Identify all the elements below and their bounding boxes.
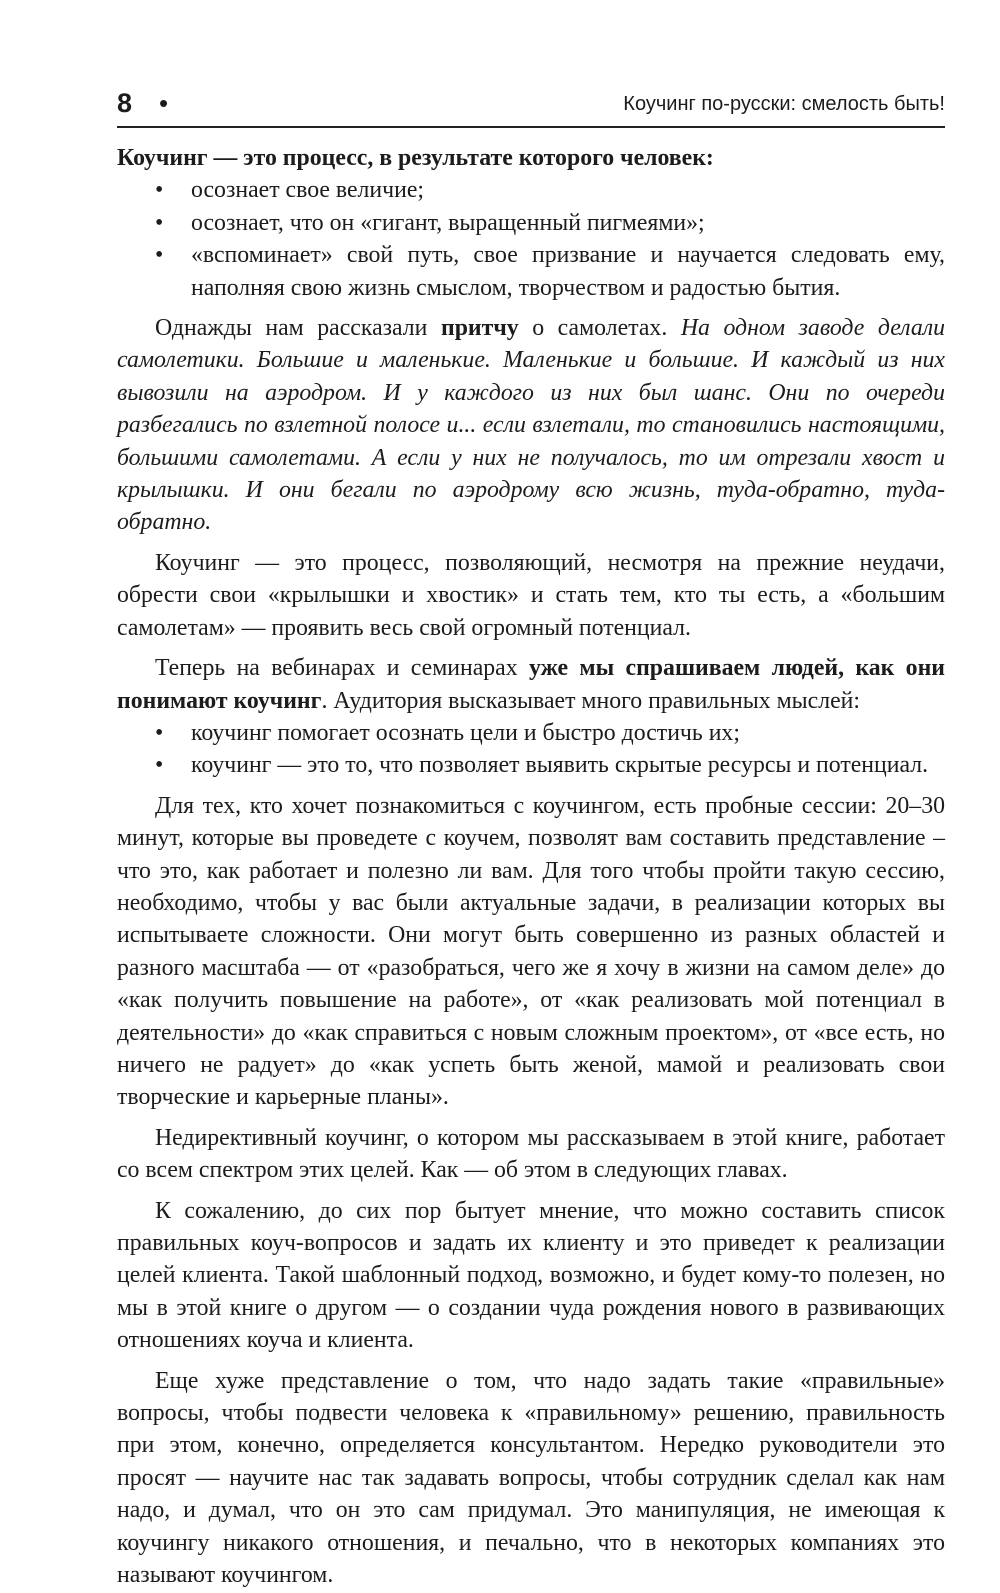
intro-list xyxy=(117,174,945,304)
webinars-paragraph: Теперь на вебинарах и семинарах уже мы спрашиваем людей, как они понимают коучинг. Аудитория высказывает много правильных мыслей: xyxy=(117,655,945,714)
paragraph-manipulation: Еще хуже представление о том, что надо задать такие «правильные» вопросы, чтобы подвести человека к «правильному» решению, правильность при этом, конечно, определяется консультантом. Нередко руководители это просят — научите нас так задавать вопросы, чтобы сотрудник сделал как нам надо, и думал, что он это сам придумал. Это манипуляция, не имеющая к коучингу никакого отношения, и печально, что в некоторых компаниях это называют коучингом. xyxy=(117,1367,945,1589)
parable-paragraph: Однажды нам рассказали притчу о самолетах. На одном заводе делали самолетики. Большие и маленькие. Маленькие и большие. И каждый из них вывозили на аэродром. И у каждого из них был шанс. Они по очереди разбегались по взлетной полосе и... если взлетали, то становились настоящими, большими самолетами. А если у них не получалось, то им отрезали хвост и крылышки. И они бегали по аэродрому всю жизнь, туда-обратно, туда-обратно. xyxy=(117,315,946,536)
definition-paragraph: Коучинг — это процесс, позволяющий, несмотря на прежние неудачи, обрести свои «крылышки и хвостик» и стать тем, кто ты есть, а «большим самолетам» — проявить весь свой огромный потенциал. xyxy=(117,549,945,641)
page-number: 8 xyxy=(117,88,133,118)
body-text xyxy=(117,142,945,1591)
page-header xyxy=(117,86,945,128)
paragraph-nondirective: Недирективный коучинг, о котором мы рассказываем в этой книге, работает со всем спектром этих целей. Как — об этом в следующих главах. xyxy=(117,1124,945,1184)
paragraph-trial-sessions: Для тех, кто хочет познакомиться с коучингом, есть пробные сессии: 20–30 минут, которые вы проведете с коучем, позволят вам составить представление – что это, как работает и полезно ли вам. Для того чтобы пройти такую сессию, необходимо, чтобы у вас были актуальные задачи, в реализации которых вы испытываете сложности. Они могут быть совершенно из разных областей и разного масштаба — от «разобраться, чего же я хочу в жизни на самом деле» до «как получить повышение на работе», от «как реализовать мой потенциал в деятельности» до «как справиться с новым сложным проектом», от «все есть, но ничего не радует» до «как успеть быть женой, мамой и реализовать свои творческие и карьерные планы». xyxy=(117,792,945,1111)
list-item: • коучинг помогает осознать цели и быстро достичь их; xyxy=(191,717,945,749)
header-bullet: • xyxy=(159,88,169,118)
running-title: Коучинг по-русски: смелость быть! xyxy=(623,93,945,115)
list-item: • осознает свое величие; xyxy=(191,174,945,206)
list-item: • коучинг — это то, что позволяет выявить скрытые ресурсы и потенциал. xyxy=(191,749,945,781)
intro-heading: Коучинг — это процесс, в результате которого человек: xyxy=(117,145,714,171)
list-item: • «вспоминает» свой путь, свое призвание и научается следовать ему, наполняя свою жизнь смыслом, творчеством и радостью бытия. xyxy=(191,239,945,304)
book-page xyxy=(117,86,945,1591)
list-item: • осознает, что он «гигант, выращенный пигмеями»; xyxy=(191,207,945,239)
paragraph-template-approach: К сожалению, до сих пор бытует мнение, что можно составить список правильных коуч-вопросов и задать их клиенту и это приведет к реализации целей клиента. Такой шаблонный подход, возможно, и будет кому-то полезен, но мы в этой книге о другом — о создании чуда рождения нового в развивающих отношениях коуча и клиента. xyxy=(117,1197,945,1354)
audience-list xyxy=(117,717,945,782)
